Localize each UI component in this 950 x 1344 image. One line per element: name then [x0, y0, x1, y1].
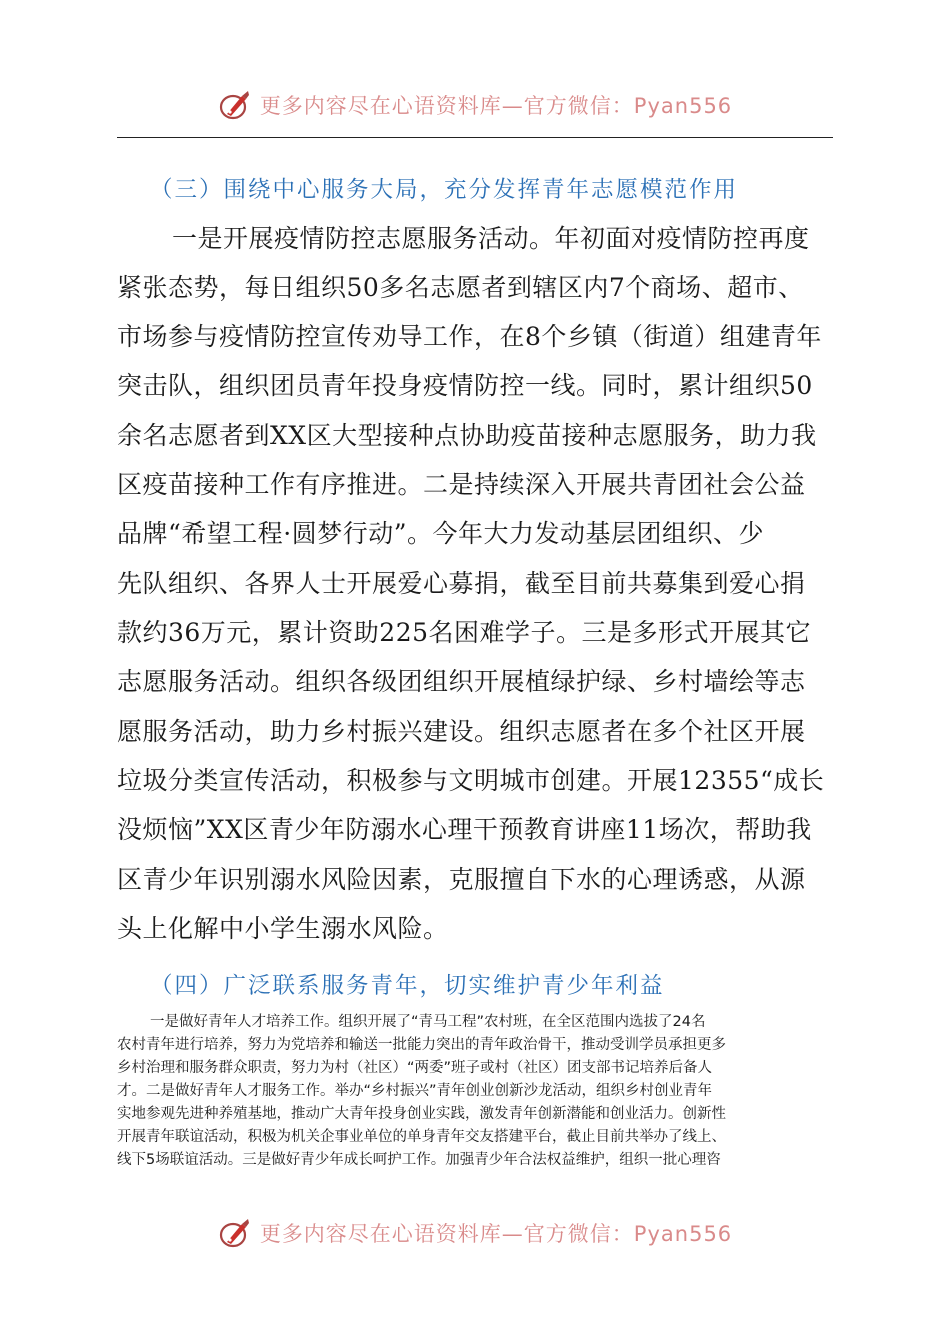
- paragraph-line: 区疫苗接种工作有序推进。二是持续深入开展共青团社会公益: [117, 470, 806, 499]
- paragraph-line: 没烦恼”XX区青少年防溺水心理干预教育讲座11场次，帮助我: [117, 815, 812, 844]
- paragraph-line: 乡村治理和服务群众职责，努力为村（社区）“两委”班子或村（社区）团支部书记培养后备人: [117, 1060, 713, 1076]
- paragraph-line: 市场参与疫情防控宣传劝导工作，在8个乡镇（街道）组建青年: [117, 322, 822, 351]
- paragraph-line: 头上化解中小学生溺水风险。: [117, 914, 449, 943]
- paragraph-line: 区青少年识别溺水风险因素，克服擅自下水的心理诱惑，从源: [117, 865, 806, 894]
- pen-logo-icon: [218, 1216, 252, 1250]
- header-divider: [117, 137, 833, 138]
- paragraph-line: 才。二是做好青年人才服务工作。举办“乡村振兴”青年创业创新沙龙活动，组织乡村创业青年: [117, 1083, 713, 1099]
- paragraph-line: 突击队，组织团员青年投身疫情防控一线。同时，累计组织50: [117, 371, 813, 400]
- paragraph-line: 志愿服务活动。组织各级团组织开展植绿护绿、乡村墙绘等志: [117, 667, 806, 696]
- paragraph-line: 实地参观先进种养殖基地，推动广大青年投身创业实践，激发青年创新潜能和创业活力。创新性: [117, 1106, 726, 1122]
- paragraph-line: 农村青年进行培养，努力为党培养和输送一批能力突出的青年政治骨干，推动受训学员承担更多: [117, 1037, 726, 1053]
- paragraph-line: 垃圾分类宣传活动，积极参与文明城市创建。开展12355“成长: [117, 766, 825, 795]
- header-banner-text: 更多内容尽在心语资料库—官方微信：Pyan556: [259, 94, 733, 118]
- paragraph-line: 线下5场联谊活动。三是做好青少年成长呵护工作。加强青少年合法权益维护，组织一批心理咨: [117, 1152, 721, 1168]
- paragraph-line: 一是做好青年人才培养工作。组织开展了“青马工程”农村班，在全区范围内选拔了24名: [150, 1014, 706, 1030]
- paragraph-line: 款约36万元，累计资助225名困难学子。三是多形式开展其它: [117, 618, 812, 647]
- paragraph-line: 紧张态势，每日组织50多名志愿者到辖区内7个商场、超市、: [117, 273, 804, 302]
- paragraph-line: 愿服务活动，助力乡村振兴建设。组织志愿者在多个社区开展: [117, 717, 806, 746]
- header-banner: [0, 85, 950, 125]
- section-4-heading: （四）广泛联系服务青年，切实维护青少年利益: [150, 973, 665, 999]
- paragraph-line: 品牌“希望工程·圆梦行动”。今年大力发动基层团组织、少: [117, 519, 765, 548]
- paragraph-line: 先队组织、各界人士开展爱心募捐，截至目前共募集到爱心捐: [117, 569, 806, 598]
- footer-banner: [0, 1213, 950, 1253]
- section-3-heading: （三）围绕中心服务大局，充分发挥青年志愿模范作用: [150, 177, 739, 203]
- paragraph-line: 余名志愿者到XX区大型接种点协助疫苗接种志愿服务，助力我: [117, 421, 817, 450]
- pen-logo-icon: [218, 88, 252, 122]
- footer-banner-text: 更多内容尽在心语资料库—官方微信：Pyan556: [259, 1222, 733, 1246]
- paragraph-line: 一是开展疫情防控志愿服务活动。年初面对疫情防控再度: [172, 224, 810, 253]
- paragraph-line: 开展青年联谊活动，积极为机关企事业单位的单身青年交友搭建平台，截止目前共举办了线上、: [117, 1129, 726, 1145]
